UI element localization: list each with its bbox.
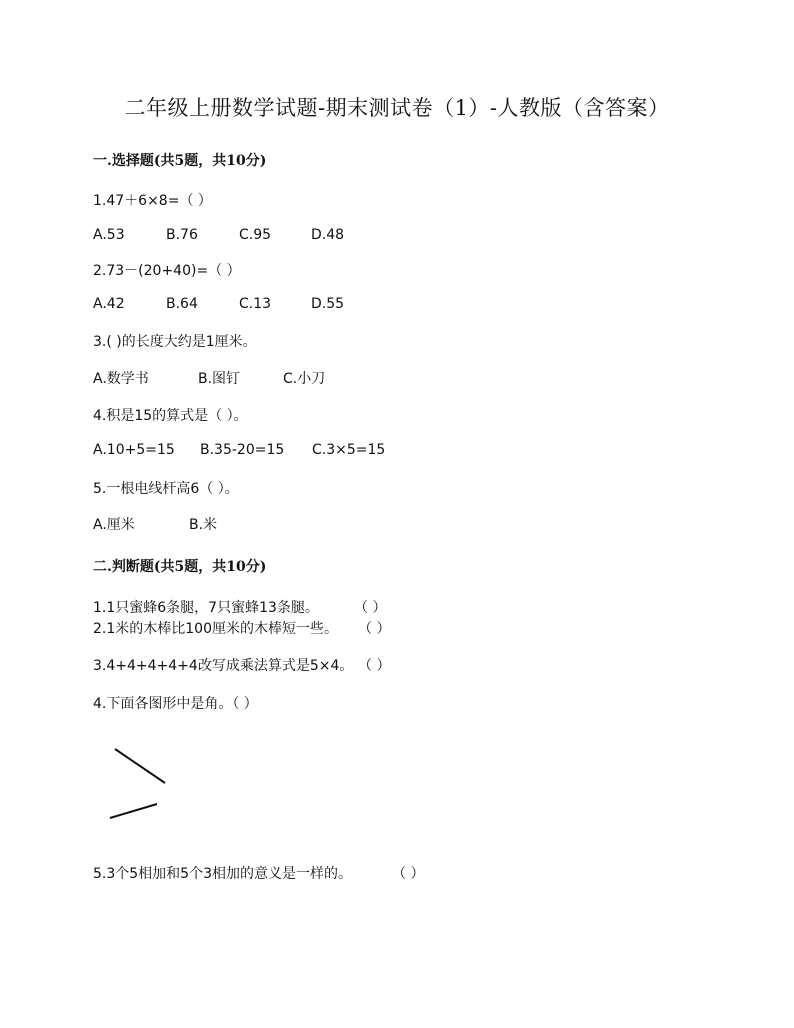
question-2-option-b: B.64 — [166, 296, 198, 312]
question-4-text: 4.积是15的算式是（ ）。 — [93, 408, 248, 424]
judge-3-answer-blank: （ ） — [358, 658, 391, 674]
judge-3-text: 3.4+4+4+4+4改写成乘法算式是5×4。 — [93, 658, 354, 674]
judge-4-text: 4.下面各图形中是角。（ ） — [93, 696, 258, 712]
question-3-option-a: A.数学书 — [93, 371, 149, 387]
question-3-option-c: C.小刀 — [283, 371, 326, 387]
question-1-option-d: D.48 — [311, 227, 345, 243]
question-1-option-c: C.95 — [239, 227, 272, 243]
question-3-option-b: B.图钉 — [198, 371, 241, 387]
question-1-option-b: B.76 — [166, 227, 198, 243]
question-2-text: 2.73－(20+40)=（ ） — [93, 263, 241, 279]
question-5-option-b: B.米 — [189, 517, 218, 533]
angle-figure — [100, 740, 180, 830]
question-4-option-b: B.35-20=15 — [200, 442, 285, 458]
question-1-option-a: A.53 — [93, 227, 125, 243]
question-1-text: 1.47＋6×8=（ ） — [93, 193, 212, 209]
question-5-option-a: A.厘米 — [93, 517, 135, 533]
angle-figure-line-top — [115, 749, 165, 783]
question-3-text: 3.( )的长度大约是1厘米。 — [93, 334, 257, 350]
question-5-text: 5.一根电线杆高6（ ）。 — [93, 481, 239, 497]
judge-1-answer-blank: （ ） — [354, 600, 387, 616]
angle-figure-line-bottom — [110, 804, 157, 818]
section-heading-judgement: 二.判断题(共5题，共10分) — [93, 559, 267, 575]
question-4-option-c: C.3×5=15 — [312, 442, 386, 458]
judge-2-answer-blank: （ ） — [358, 621, 391, 637]
judge-5-text: 5.3个5相加和5个3相加的意义是一样的。 — [93, 866, 352, 882]
question-2-option-a: A.42 — [93, 296, 125, 312]
judge-2-text: 2.1米的木棒比100厘米的木棒短一些。 — [93, 621, 338, 637]
judge-1-text: 1.1只蜜蜂6条腿，7只蜜蜂13条腿。 — [93, 600, 319, 616]
judge-5-answer-blank: （ ） — [392, 866, 425, 882]
question-2-option-c: C.13 — [239, 296, 272, 312]
question-2-option-d: D.55 — [311, 296, 345, 312]
page-title: 二年级上册数学试题-期末测试卷（1）-人教版（含答案） — [124, 96, 670, 120]
question-4-option-a: A.10+5=15 — [93, 442, 175, 458]
section-heading-choice: 一.选择题(共5题，共10分) — [93, 153, 267, 169]
